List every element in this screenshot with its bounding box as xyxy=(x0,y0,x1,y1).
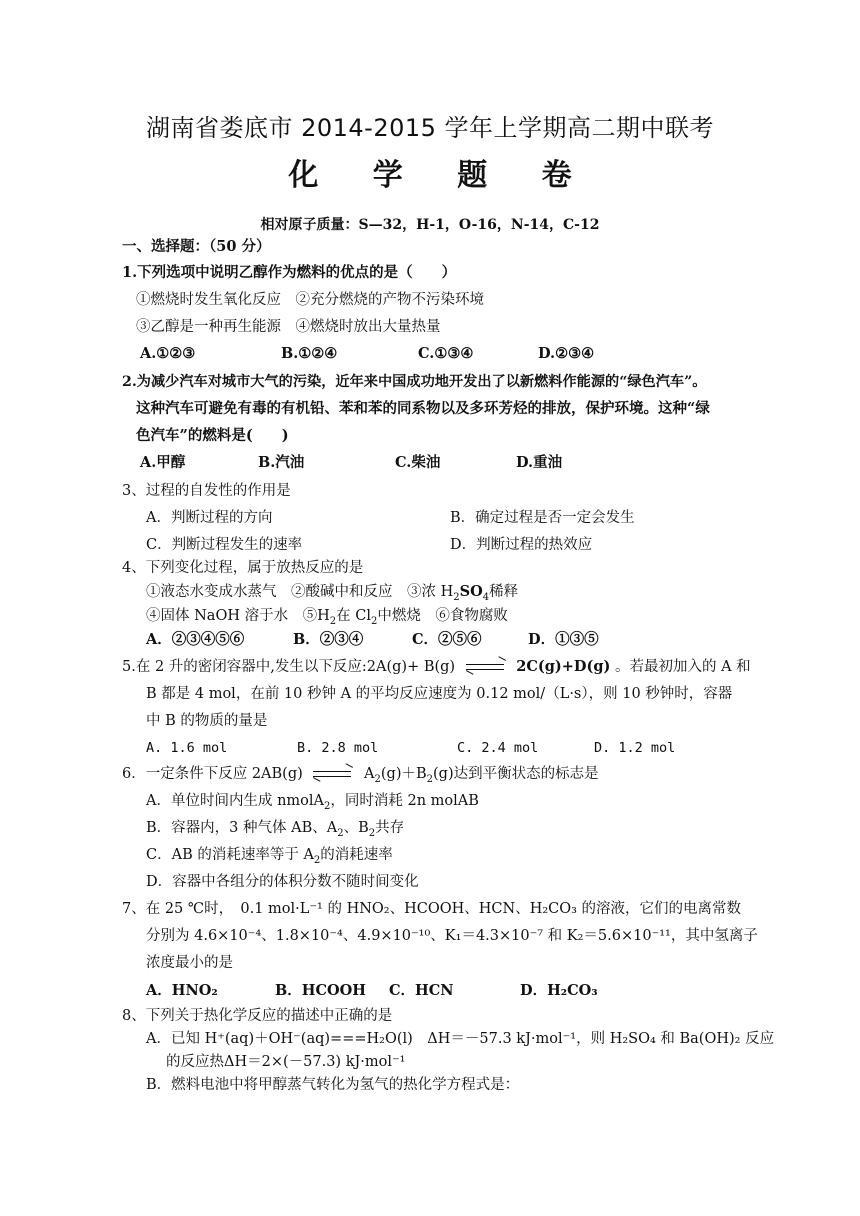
q4-line2-text: ④固体 NaOH 溶于水 ⑤H xyxy=(146,608,330,624)
q4-line2: ④固体 NaOH 溶于水 $⑤H_2$在 $Cl_2$中燃烧 ⑥食物腐败 xyxy=(146,608,508,627)
q6-option-b-text: B．容器内，3 种气体 AB、A xyxy=(146,820,338,836)
q4-option-b: B．②③④ xyxy=(293,631,364,648)
q7-stem-3: 浓度最小的是 xyxy=(146,955,233,971)
q8-stem: 8、下列关于热化学反应的描述中正确的是 xyxy=(122,1008,393,1024)
q4-line2-end: 中燃烧 ⑥食物腐败 xyxy=(377,608,508,624)
q7-option-c: C．HCN xyxy=(389,982,454,999)
q6-stem-reactant: 6．一定条件下反应 2AB(g) xyxy=(122,766,303,782)
q6-option-c: C．AB 的消耗速率等于 $A_2$的消耗速率 xyxy=(146,847,393,866)
q4-line2-mid: 在 Cl xyxy=(336,608,371,624)
q3-stem: 3、过程的自发性的作用是 xyxy=(122,483,291,499)
q6-option-b-end: 共存 xyxy=(375,820,405,836)
q7-option-b: B．HCOOH xyxy=(275,982,366,999)
equilibrium-arrow-icon xyxy=(313,768,353,780)
q5-option-b: B. 2.8 mol xyxy=(297,740,379,756)
q8-option-b: B．燃料电池中将甲醇蒸气转化为氢气的热化学方程式是： xyxy=(146,1077,520,1093)
q2-option-c: C.柴油 xyxy=(395,454,441,471)
q6-product-b: (g)＋B xyxy=(380,766,427,782)
q1-line1: ①燃烧时发生氧化反应 ②充分燃烧的产物不污染环境 xyxy=(136,292,484,308)
q7-stem-2: 分别为 4.6×10⁻⁴、1.8×10⁻⁴、4.9×10⁻¹⁰、K₁＝4.3×10⁻⁷ 和 K₂＝5.6×10⁻¹¹，其中氢离子 xyxy=(146,928,758,944)
q5-stem-2: B 都是 4 mol，在前 10 秒钟 A 的平均反应速度为 0.12 mol/（L·s），则 10 秒钟时，容器 xyxy=(146,686,733,702)
q6-option-a: A．单位时间内生成 nmolA$_2$，同时消耗 2n molAB xyxy=(146,793,479,812)
q5-products: 2C(g)+D(g) xyxy=(516,658,611,675)
q2-option-d: D.重油 xyxy=(516,454,563,471)
atomic-masses: 相对原子质量：S—32，H-1，O-16，N-14，C-12 xyxy=(260,217,600,233)
q6-option-b-mid: 、B xyxy=(343,820,369,836)
q7-option-d: D．H₂CO₃ xyxy=(520,982,598,999)
q5-option-c: C. 2.4 mol xyxy=(457,740,539,756)
q5-stem-3: 中 B 的物质的量是 xyxy=(146,713,268,729)
q8-option-a-2: 的反应热ΔH＝2×(－57.3) kJ·mol⁻¹ xyxy=(166,1054,406,1070)
q6-stem: 6．一定条件下反应 2AB(g) $A_2(g)+B_2(g)$达到平衡状态的标志是 xyxy=(122,764,599,790)
q1-line2: ③乙醇是一种再生能源 ④燃烧时放出大量热量 xyxy=(136,319,441,335)
q5-option-d: D. 1.2 mol xyxy=(594,740,676,756)
q1-option-a: A.①②③ xyxy=(140,345,196,362)
q6-product-a: A xyxy=(364,766,375,782)
q4-option-d: D．①③⑤ xyxy=(528,631,599,648)
q4-line1-formula: SO xyxy=(459,583,483,600)
q6-option-b: B．容器内，3 种气体 AB、$A_2$、$B_2$共存 xyxy=(146,820,405,839)
q2-option-b: B.汽油 xyxy=(258,454,305,471)
q8-option-a-1: A．已知 H⁺(aq)＋OH⁻(aq)===H₂O(l) ΔH＝－57.3 kJ·mol⁻¹，则 H₂SO₄ 和 Ba(OH)₂ 反应 xyxy=(146,1031,775,1047)
q7-option-a: A．HNO₂ xyxy=(146,982,218,999)
q6-stem-end: (g)达到平衡状态的标志是 xyxy=(433,766,599,782)
q1-option-c: C.①③④ xyxy=(418,345,474,362)
q2-option-a: A.甲醇 xyxy=(140,454,186,471)
exam-title: 湖南省娄底市 2014-2015 学年上学期高二期中联考 xyxy=(145,114,715,142)
q3-option-a: A．判断过程的方向 xyxy=(146,510,273,526)
q4-option-a: A．②③④⑤⑥ xyxy=(146,631,245,648)
section-heading: 一、选择题：（50 分） xyxy=(122,238,271,255)
q1-option-d: D.②③④ xyxy=(538,345,595,362)
q3-option-c: C．判断过程发生的速率 xyxy=(146,537,303,553)
q5-option-a: A. 1.6 mol xyxy=(146,740,228,756)
q4-line1-text: ①液态水变成水蒸气 ②酸碱中和反应 ③浓 H xyxy=(146,584,454,600)
exam-subtitle: 化 学 题 卷 xyxy=(288,158,594,193)
q6-option-c-end: 的消耗速率 xyxy=(320,847,393,863)
q1-stem: 1.下列选项中说明乙醇作为燃料的优点的是（ ） xyxy=(122,264,457,281)
q4-line1: ①液态水变成水蒸气 ②酸碱中和反应 ③浓 $H_2SO_4$稀释 xyxy=(146,583,519,603)
q5-stem-1 xyxy=(122,657,751,677)
q2-stem-1: 2.为减少汽车对城市大气的污染，近年来中国成功地开发出了以新燃料作能源的“绿色汽车”。 xyxy=(122,374,707,390)
q5-stem-1-end: 。若最初加入的 A 和 xyxy=(614,659,751,675)
q4-option-c: C．②⑤⑥ xyxy=(412,631,482,648)
q7-stem-1: 7、在 25 ℃时， 0.1 mol·L⁻¹ 的 HNO₂、HCOOH、HCN、H₂CO₃ 的溶液，它们的电离常数 xyxy=(122,901,742,917)
q4-line1-end: 稀释 xyxy=(489,584,519,600)
q3-option-d: D．判断过程的热效应 xyxy=(450,537,593,553)
q6-option-d: D．容器中各组分的体积分数不随时间变化 xyxy=(146,874,419,890)
q6-option-a-text: A．单位时间内生成 nmolA xyxy=(146,793,325,809)
q3-option-b: B．确定过程是否一定会发生 xyxy=(450,510,635,526)
q2-stem-3: 色汽车”的燃料是( ) xyxy=(136,427,289,444)
q5-reactants: 5.在 2 升的密闭容器中,发生以下反应:2A(g)+ B(g) xyxy=(122,659,456,675)
equilibrium-arrow-icon xyxy=(466,661,506,673)
q2-stem-2: 这种汽车可避免有毒的有机铅、苯和苯的同系物以及多环芳烃的排放，保护环境。这种“绿 xyxy=(136,400,710,417)
q6-option-a-end: ，同时消耗 2n molAB xyxy=(330,793,479,809)
q1-option-b: B.①②④ xyxy=(281,345,338,362)
q4-stem: 4、下列变化过程，属于放热反应的是 xyxy=(122,560,364,576)
q6-option-c-text: C．AB 的消耗速率等于 A xyxy=(146,847,314,863)
